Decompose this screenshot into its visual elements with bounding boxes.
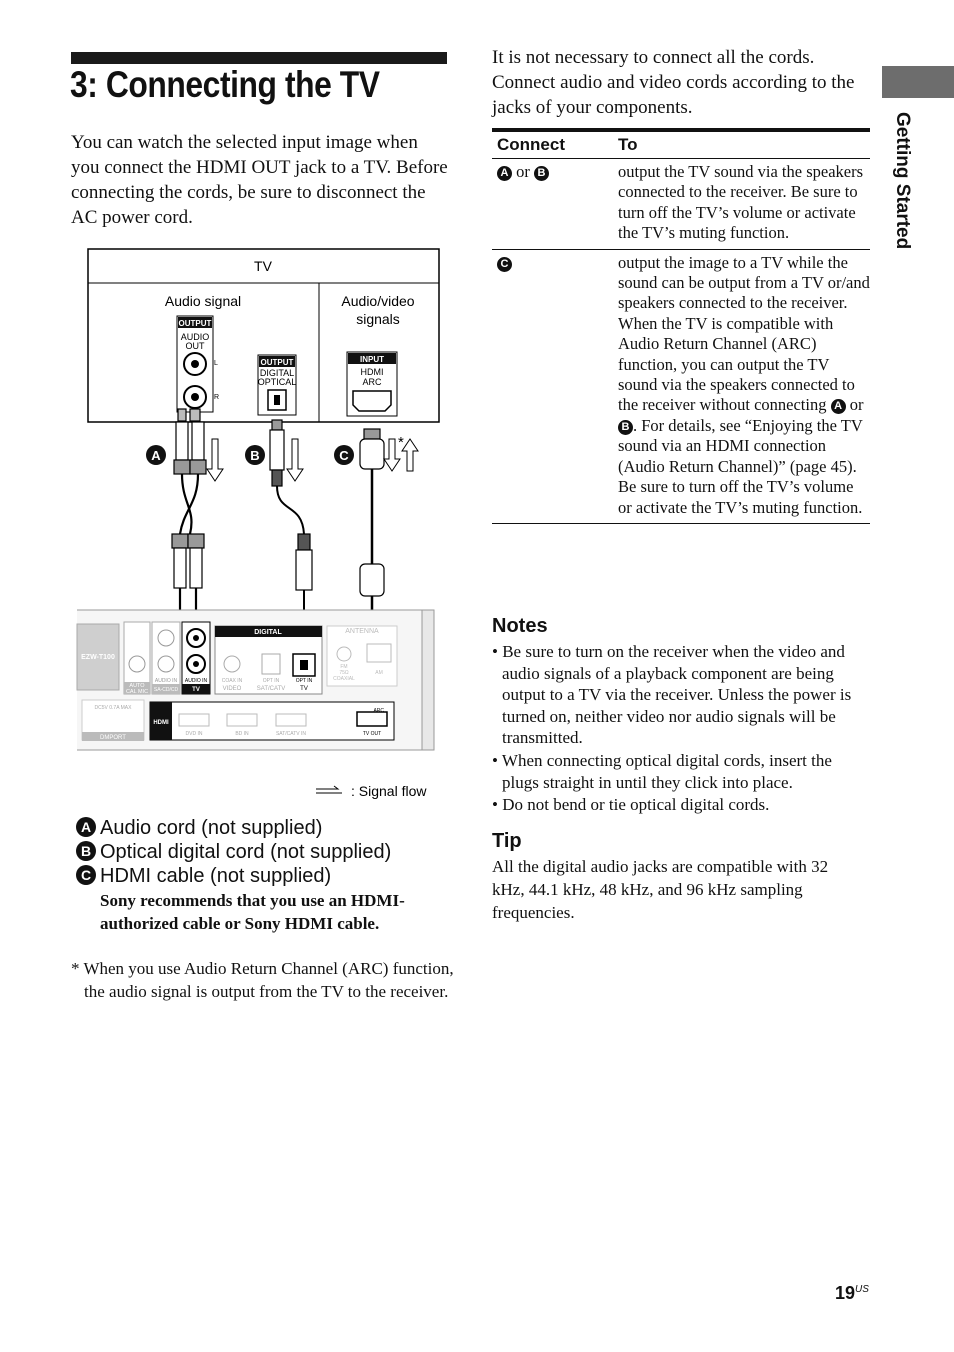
tv-label: TV <box>254 258 272 274</box>
svg-text:CAL MIC: CAL MIC <box>125 689 149 695</box>
list-item: • Be sure to turn on the receiver when the video and audio signals of a playback component are being output to a TV via the receiver. Unless the power is turned on, neither video nor audio signals will be transmitted. <box>492 642 852 748</box>
cable-recommendation: Sony recommends that you use an HDMI-authorized cable or Sony HDMI cable. <box>100 891 405 933</box>
svg-text:INPUT: INPUT <box>360 355 384 364</box>
connect-cell: A or B <box>492 159 613 250</box>
connect-cell <box>492 249 613 523</box>
table-row <box>492 159 870 250</box>
svg-text:SAT/CATV IN: SAT/CATV IN <box>275 731 307 737</box>
connection-table <box>492 128 870 524</box>
svg-text:AUDIO: AUDIO <box>180 332 210 342</box>
svg-text:TV OUT: TV OUT <box>362 731 382 737</box>
svg-text:OPTICAL: OPTICAL <box>257 377 297 387</box>
svg-text:C: C <box>339 448 349 463</box>
svg-text:VIDEO: VIDEO <box>222 686 242 692</box>
receiver-rear-panel <box>77 610 434 750</box>
list-item: • Do not bend or tie optical digital cords. <box>492 795 770 815</box>
av-signals-label-1: Audio/video <box>341 293 415 309</box>
signal-flow-arrow-a <box>207 439 223 481</box>
svg-text:B: B <box>250 448 260 463</box>
signal-flow-arrow-c-up <box>402 439 418 471</box>
signal-flow-icon <box>316 786 342 793</box>
badge-a-icon: A <box>831 399 846 414</box>
svg-text:ANTENNA: ANTENNA <box>345 628 379 635</box>
right-intro: It is not necessary to connect all the cords. Connect audio and video cords according to the jacks of your components. <box>492 47 855 118</box>
tip-text: All the digital audio jacks are compatible with 32 kHz, 44.1 kHz, 48 kHz, and 96 kHz sampling frequencies. <box>492 857 829 922</box>
audio-signal-label: Audio signal <box>164 293 242 309</box>
svg-text:ARC: ARC <box>362 377 382 387</box>
badge-b-icon: B <box>618 420 633 435</box>
notes-list <box>492 641 872 817</box>
arc-footnote: * When you use Audio Return Channel (ARC) function, the audio signal is output from the TV to the receiver. <box>71 959 454 1001</box>
to-cell: output the TV sound via the speakers connected to the receiver. Be sure to turn off the TV’s volume or activate the TV’s muting function. <box>613 159 870 250</box>
page-title: 3: Connecting the TV <box>70 64 380 105</box>
svg-text:DIGITAL: DIGITAL <box>254 629 282 636</box>
svg-text:DIGITAL: DIGITAL <box>259 368 295 378</box>
badge-a-icon: A <box>497 166 512 181</box>
svg-text:DC5V 0.7A MAX: DC5V 0.7A MAX <box>94 705 132 711</box>
svg-text:AUDIO IN: AUDIO IN <box>154 678 178 684</box>
page-number: $19^{US}$ <box>835 1283 869 1303</box>
signal-flow-arrow-b <box>287 439 303 481</box>
svg-text:SA-CD/CD: SA-CD/CD <box>153 687 179 693</box>
svg-text:OPT IN: OPT IN <box>295 678 313 684</box>
svg-text:R: R <box>214 394 220 401</box>
title-rule <box>71 52 447 64</box>
svg-text:ARC: ARC <box>373 708 384 714</box>
svg-text:75Ω: 75Ω <box>339 670 349 676</box>
svg-text:HDMI: HDMI <box>360 367 384 377</box>
badge-b-icon: B <box>534 166 549 181</box>
svg-text:AUTO: AUTO <box>129 683 145 689</box>
section-tab-label: Getting Started <box>892 112 913 250</box>
legend-b: B Optical digital cord (not supplied) <box>76 840 456 864</box>
av-signals-label-2: signals <box>356 311 400 327</box>
intro-paragraph: You can watch the selected input image when you connect the HDMI OUT jack to a TV. Before connecting the cords, be sure to disconnect the AC power cord. <box>71 132 448 228</box>
tv-hdmi-jack <box>353 391 391 411</box>
receiver-hdmi-tv-out <box>357 712 387 726</box>
svg-text:COAXIAL: COAXIAL <box>333 676 355 682</box>
badge-a-icon: A <box>76 817 96 837</box>
svg-text:*: * <box>398 434 404 451</box>
svg-text:SAT/CATV: SAT/CATV <box>256 686 286 692</box>
tip-heading: Tip <box>492 830 522 852</box>
svg-text:OUTPUT: OUTPUT <box>260 358 294 367</box>
svg-text:OUTPUT: OUTPUT <box>178 319 212 328</box>
svg-text:DVD IN: DVD IN <box>185 731 203 737</box>
col-connect: Connect <box>492 130 613 159</box>
svg-text:FM: FM <box>340 664 348 670</box>
svg-text:OPT IN: OPT IN <box>262 678 280 684</box>
section-tab-marker <box>882 66 954 98</box>
table-row <box>492 249 870 523</box>
badge-c-icon: C <box>76 865 96 885</box>
list-item: • When connecting optical digital cords, insert the plugs straight in until they click into place. <box>492 750 832 792</box>
svg-text:L: L <box>214 360 218 367</box>
notes-heading: Notes <box>492 615 548 637</box>
svg-text:COAX IN: COAX IN <box>221 678 243 684</box>
audio-cord <box>172 409 206 639</box>
svg-text:HDMI: HDMI <box>153 720 169 726</box>
svg-text:DMPORT: DMPORT <box>100 735 126 741</box>
legend-c: C HDMI cable (not supplied) <box>76 864 456 888</box>
svg-text:TV: TV <box>300 686 308 692</box>
svg-text:TV: TV <box>192 687 200 693</box>
svg-text:AM: AM <box>375 670 383 676</box>
svg-text:BD IN: BD IN <box>235 731 249 737</box>
svg-text:EZW-T100: EZW-T100 <box>81 654 115 661</box>
col-to: To <box>613 130 870 159</box>
badge-b-icon: B <box>76 841 96 861</box>
svg-text:A: A <box>151 448 161 463</box>
svg-text:OUT: OUT <box>185 341 205 351</box>
badge-c-icon: C <box>497 257 512 272</box>
svg-text:AUDIO IN: AUDIO IN <box>184 678 208 684</box>
to-cell: output the image to a TV while the sound can be output from a TV or/and speakers connected to the receiver. When the TV is compatible with Audio Return Channel (ARC) function, you can output the TV sound via the speakers connected to the receiver without connecting A or B . For details, see “Enjoying the TV sound via an HDMI connection (Audio Return Channel)” (page 45). Be sure to turn off the TV’s volume or activate the TV’s muting function. <box>613 249 870 523</box>
connection-diagram <box>72 244 452 809</box>
signal-flow-label: : Signal flow <box>351 783 427 799</box>
legend-a: A Audio cord (not supplied) <box>76 816 456 840</box>
